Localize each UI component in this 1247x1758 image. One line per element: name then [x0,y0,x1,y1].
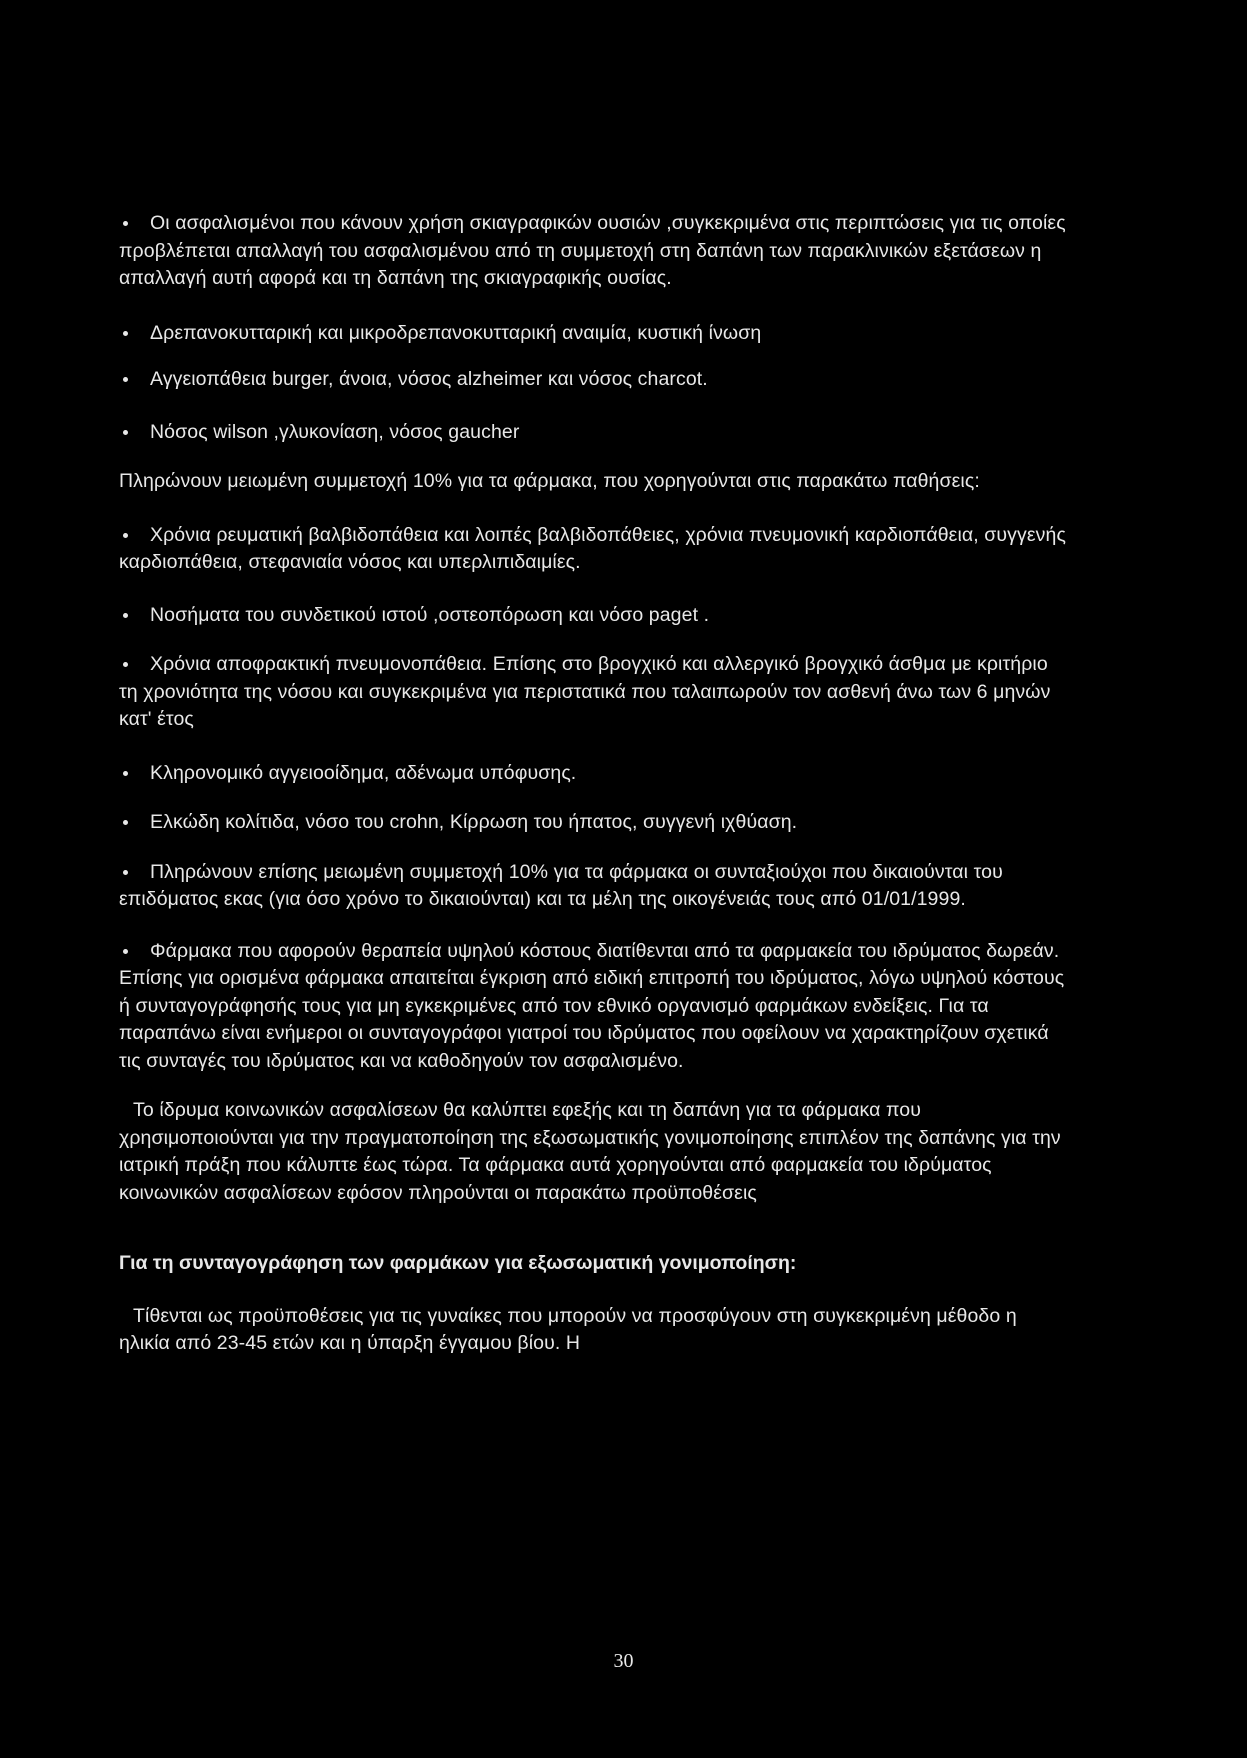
bullet-text: Χρόνια ρευματική βαλβιδοπάθεια και λοιπές βαλβιδοπάθειες, χρόνια πνευμονική καρδιοπάθεια, συγγενής καρδιοπάθεια, στεφανιαία νόσος και υπερλιπιδαιμίες. [119,523,1066,573]
bullet-text: Νόσος wilson ,γλυκονίαση, νόσος gaucher [150,420,520,443]
bullet-icon [123,820,128,825]
bullet-text: Οι ασφαλισμένοι που κάνουν χρήση σκιαγραφικών ουσιών ,συγκεκριμένα στις περιπτώσεις για τις οποίες προβλέπεται απαλλαγή του ασφαλισμένου από τη συμμετοχή στη δαπάνη των παρακλινικών εξετάσεων η απαλλαγή αυτή αφορά και τη δαπάνη της σκιαγραφικής ουσίας. [119,212,1066,289]
bullet-text: Φάρμακα που αφορούν θεραπεία υψηλού κόστους διατίθενται από τα φαρμακεία του ιδρύματος δωρεάν. Επίσης για ορισμένα φάρμακα απαιτείται έγκριση από ειδική επιτροπή του ιδρύματος, λόγω υψηλού κόστους ή συνταγογράφησής τους για μη εγκεκριμένες από τον εθνικό οργανισμό φαρμάκων ενδείξεις. Για τα παραπάνω είναι ενήμεροι οι συνταγογράφοι γιατροί του ιδρύματος που οφείλουν να χαρακτηρίζουν σχετικά τις συνταγές του ιδρύματος και να καθοδηγούν τον ασφαλισμένο. [119,939,1065,1072]
bullet-paragraph [119,651,1069,734]
bullet-paragraph [119,419,1069,447]
body-paragraph: Πληρώνουν μειωμένη συμμετοχή 10% για τα φάρμακα, που χορηγούνται στις παρακάτω παθήσεις: [119,470,980,492]
bullet-icon [123,377,128,382]
document-body [119,210,1069,1358]
bullet-icon [123,662,128,667]
bullet-icon [123,949,128,954]
body-paragraph: Το ίδρυμα κοινωνικών ασφαλίσεων θα καλύπτει εφεξής και τη δαπάνη για τα φάρμακα που χρησιμοποιούνται για την πραγματοποίηση της εξωσωματικής γονιμοποίησης επιπλέον της δαπάνης για την ιατρική πράξη που κάλυπτε έως τώρα. Τα φάρμακα αυτά χορηγούνται από φαρμακεία του ιδρύματος κοινωνικών ασφαλίσεων εφόσον πληρούνται οι παρακάτω προϋποθέσεις [119,1099,1061,1204]
bullet-icon [123,613,128,618]
page-number: 30 [613,1650,634,1672]
bullet-text: Ελκώδη κολίτιδα, νόσο του crohn, Κίρρωση του ήπατος, συγγενή ιχθύαση. [150,811,798,833]
bullet-icon [123,870,128,875]
bullet-icon [123,430,128,435]
bullet-paragraph [119,859,1069,914]
bullet-paragraph [119,760,1069,788]
bullet-text: Νοσήματα του συνδετικού ιστού ,οστεοπόρωση και νόσο paget . [150,603,710,626]
bullet-paragraph [119,366,1069,394]
bullet-icon [123,221,128,226]
bullet-text: Χρόνια αποφρακτική πνευμονοπάθεια. Επίσης στο βρογχικό και αλλεργικό βρογχικό άσθμα με κριτήριο τη χρονιότητα της νόσου και συγκεκριμένα για περιστατικά που ταλαιπωρούν τον ασθενή άνω των 6 μηνών κατ' έτος [119,653,1051,730]
section-heading: Για τη συνταγογράφηση των φαρμάκων για εξωσωματική γονιμοποίηση: [119,1252,797,1274]
bullet-text: Κληρονομικό αγγειοοίδημα, αδένωμα υπόφυσης. [150,761,577,784]
bullet-paragraph [119,809,1069,837]
bullet-icon [123,331,128,336]
bullet-paragraph [119,602,1069,630]
bullet-icon [123,533,128,538]
body-paragraph: Τίθενται ως προϋποθέσεις για τις γυναίκες που μπορούν να προσφύγουν στη συγκεκριμένη μέθοδο η ηλικία από 23-45 ετών και η ύπαρξη έγγαμου βίου. Η [119,1304,1017,1354]
bullet-paragraph [119,210,1069,293]
bullet-text: Αγγειοπάθεια burger, άνοια, νόσος alzheimer και νόσος charcot. [150,368,708,390]
bullet-text: Δρεπανοκυτταρική και μικροδρεπανοκυτταρική αναιμία, κυστική ίνωση [150,321,762,344]
bullet-text: Πληρώνουν επίσης μειωμένη συμμετοχή 10% για τα φάρμακα οι συνταξιούχοι που δικαιούνται του επιδόματος εκας (για όσο χρόνο το δικαιούνται) και τα μέλη της οικογένειάς τους από 01/01/1999. [119,860,1003,910]
bullet-paragraph [119,522,1069,577]
bullet-icon [123,771,128,776]
bullet-paragraph [119,320,1069,348]
bullet-paragraph [119,938,1069,1076]
